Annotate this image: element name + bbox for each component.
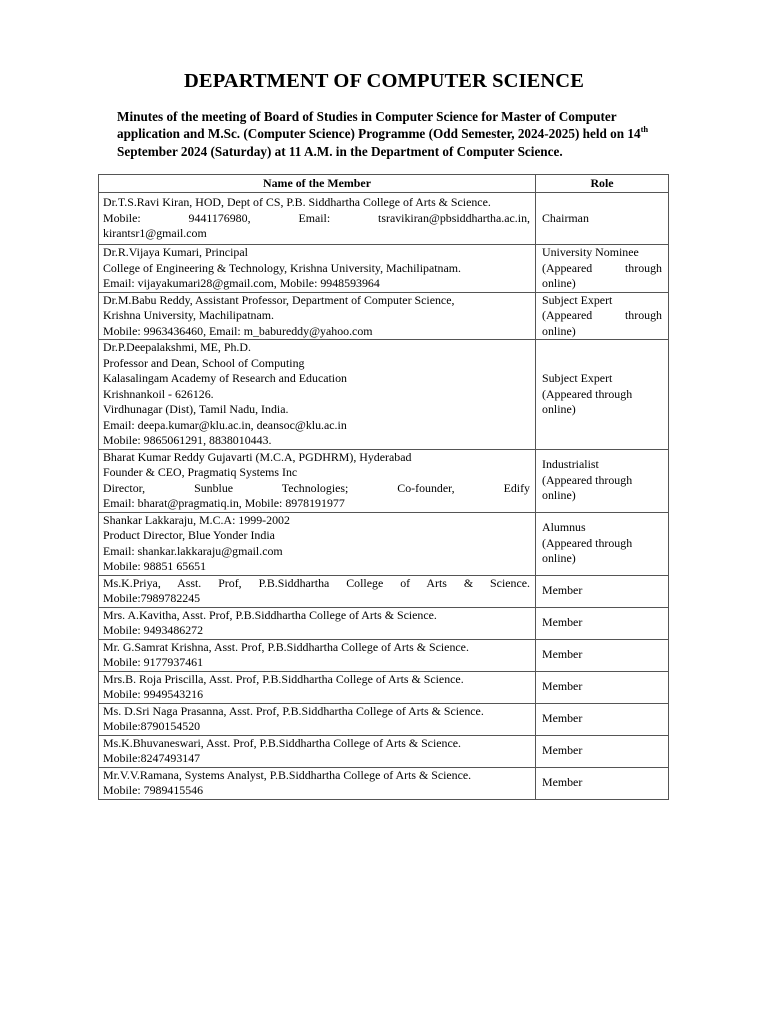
member-detail-line: Email: vijayakumari28@gmail.com, Mobile: 9948593964 xyxy=(103,276,380,290)
member-detail-line: Dr.M.Babu Reddy, Assistant Professor, Department of Computer Science, xyxy=(103,292,455,307)
member-detail-line: Virdhunagar (Dist), Tamil Nadu, India. xyxy=(103,402,289,416)
role-cell xyxy=(536,292,669,340)
role-line: Industrialist xyxy=(542,457,599,472)
table-row xyxy=(99,292,669,340)
member-detail-line: Kalasalingam Academy of Research and Education xyxy=(103,371,347,385)
role-line: University Nominee xyxy=(542,245,639,259)
role-line: Member xyxy=(542,583,583,598)
member-cell xyxy=(99,639,536,671)
table-row xyxy=(99,703,669,735)
intro-text-part2: September 2024 (Saturday) at 11 A.M. in the Department of Computer Science. xyxy=(117,143,563,159)
member-detail-line: Founder & CEO, Pragmatiq Systems Inc xyxy=(103,465,298,479)
table-row xyxy=(99,671,669,703)
member-detail-line: Mobile: 9949543216 xyxy=(103,687,204,701)
table-row xyxy=(99,449,669,512)
role-line: Member xyxy=(542,711,583,726)
member-cell xyxy=(99,767,536,799)
member-detail-line: Email: shankar.lakkaraju@gmail.com xyxy=(103,543,283,558)
member-detail-line: Mobile:8247493147 xyxy=(103,751,201,765)
role-line: (Appeared through xyxy=(542,386,633,401)
member-detail-line: Mobile: 9177937461 xyxy=(103,655,204,669)
role-cell xyxy=(536,245,669,293)
role-line: online) xyxy=(542,488,576,503)
role-cell xyxy=(536,607,669,639)
header-role: Role xyxy=(536,175,669,193)
role-line: Subject Expert xyxy=(542,371,613,385)
member-cell xyxy=(99,703,536,735)
member-cell xyxy=(99,193,536,245)
member-detail-line: Bharat Kumar Reddy Gujavarti (M.C.A, PGDHRM), Hyderabad xyxy=(103,449,412,464)
role-line: Member xyxy=(542,615,583,630)
member-detail-line: College of Engineering & Technology, Krishna University, Machilipatnam. xyxy=(103,260,462,275)
table-row xyxy=(99,767,669,799)
members-table-body xyxy=(99,193,669,800)
role-cell xyxy=(536,449,669,512)
role-line: Member xyxy=(542,743,583,758)
member-detail-line: Ms.K.Bhuvaneswari, Asst. Prof, P.B.Siddhartha College of Arts & Science. xyxy=(103,735,462,750)
member-detail-line: Mr. G.Samrat Krishna, Asst. Prof, P.B.Siddhartha College of Arts & Science. xyxy=(103,639,469,654)
role-cell xyxy=(536,703,669,735)
table-row xyxy=(99,193,669,245)
role-line: Alumnus xyxy=(542,520,586,535)
member-cell xyxy=(99,671,536,703)
member-cell xyxy=(99,607,536,639)
member-detail-line: Shankar Lakkaraju, M.C.A: 1999-2002 xyxy=(103,512,290,527)
member-cell xyxy=(99,735,536,767)
member-detail-line: Professor and Dean, School of Computing xyxy=(103,355,305,370)
role-cell xyxy=(536,639,669,671)
member-detail-line: Product Director, Blue Yonder India xyxy=(103,528,275,542)
role-cell xyxy=(536,575,669,607)
member-detail-line: Director, Sunblue Technologies; Co-founder, Edify xyxy=(103,480,530,495)
member-detail-line: Mobile: 9493486272 xyxy=(103,623,204,637)
role-line: Chairman xyxy=(542,210,589,225)
member-detail-line: Dr.R.Vijaya Kumari, Principal xyxy=(103,245,248,259)
member-detail-line: Mobile: 9865061291, 8838010443. xyxy=(103,433,272,447)
member-detail-line: Ms.K.Priya, Asst. Prof, P.B.Siddhartha College of Arts & Science. xyxy=(103,575,530,590)
member-cell xyxy=(99,449,536,512)
role-cell xyxy=(536,767,669,799)
members-table xyxy=(98,174,669,800)
member-detail-line: Mobile: 98851 65651 xyxy=(103,559,207,573)
role-line: online) xyxy=(542,276,576,290)
table-row xyxy=(99,340,669,450)
member-cell xyxy=(99,512,536,575)
intro-ordinal-suffix: th xyxy=(640,124,649,135)
header-name-of-member: Name of the Member xyxy=(99,175,536,193)
role-line: online) xyxy=(542,551,576,566)
role-cell xyxy=(536,193,669,245)
member-detail-line: Mobile: 9441176980, Email: tsravikiran@pbsiddhartha.ac.in, xyxy=(103,210,530,225)
member-detail-line: Krishna University, Machilipatnam. xyxy=(103,308,274,322)
table-row xyxy=(99,245,669,293)
member-detail-line: Dr.P.Deepalakshmi, ME, Ph.D. xyxy=(103,340,251,354)
member-detail-line: Dr.T.S.Ravi Kiran, HOD, Dept of CS, P.B. Siddhartha College of Arts & Science. xyxy=(103,195,491,210)
meeting-intro xyxy=(117,108,657,160)
intro-text-part1: Minutes of the meeting of Board of Studies in Computer Science for Master of Computer application and M.Sc. (Computer Science) Programme (Odd Semester, 2024-2025) held on 14 xyxy=(117,109,641,142)
member-cell xyxy=(99,340,536,450)
member-detail-line: Mobile:7989782245 xyxy=(103,591,201,605)
table-row xyxy=(99,607,669,639)
member-cell xyxy=(99,292,536,340)
role-line: (Appeared through xyxy=(542,308,662,322)
table-row xyxy=(99,575,669,607)
member-detail-line: kirantsr1@gmail.com xyxy=(103,226,207,241)
table-row xyxy=(99,639,669,671)
member-cell xyxy=(99,575,536,607)
member-detail-line: Mobile:8790154520 xyxy=(103,719,201,733)
role-cell xyxy=(536,512,669,575)
role-cell xyxy=(536,340,669,450)
member-detail-line: Email: deepa.kumar@klu.ac.in, deansoc@klu.ac.in xyxy=(103,417,347,432)
member-cell xyxy=(99,245,536,293)
role-line: Member xyxy=(542,679,583,694)
member-detail-line: Mr.V.V.Ramana, Systems Analyst, P.B.Siddhartha College of Arts & Science. xyxy=(103,767,472,782)
member-detail-line: Email: bharat@pragmatiq.in, Mobile: 8978191977 xyxy=(103,496,345,510)
role-line: Member xyxy=(542,775,583,790)
member-detail-line: Mobile: 7989415546 xyxy=(103,783,204,797)
role-line: (Appeared through xyxy=(542,260,662,275)
role-line: online) xyxy=(542,323,576,338)
role-line: Member xyxy=(542,647,583,662)
page-title: DEPARTMENT OF COMPUTER SCIENCE xyxy=(184,70,584,92)
role-line: online) xyxy=(542,402,576,416)
role-line: Subject Expert xyxy=(542,292,613,307)
table-row xyxy=(99,512,669,575)
member-detail-line: Mobile: 9963436460, Email: m_babureddy@yahoo.com xyxy=(103,323,373,338)
member-detail-line: Mrs. A.Kavitha, Asst. Prof, P.B.Siddhartha College of Arts & Science. xyxy=(103,607,437,622)
table-header-row xyxy=(99,175,669,193)
role-line: (Appeared through xyxy=(542,535,633,550)
member-detail-line: Krishnankoil - 626126. xyxy=(103,386,214,401)
role-cell xyxy=(536,735,669,767)
table-row xyxy=(99,735,669,767)
role-cell xyxy=(536,671,669,703)
role-line: (Appeared through xyxy=(542,472,633,487)
member-detail-line: Mrs.B. Roja Priscilla, Asst. Prof, P.B.Siddhartha College of Arts & Science. xyxy=(103,671,464,686)
member-detail-line: Ms. D.Sri Naga Prasanna, Asst. Prof, P.B.Siddhartha College of Arts & Science. xyxy=(103,703,484,718)
